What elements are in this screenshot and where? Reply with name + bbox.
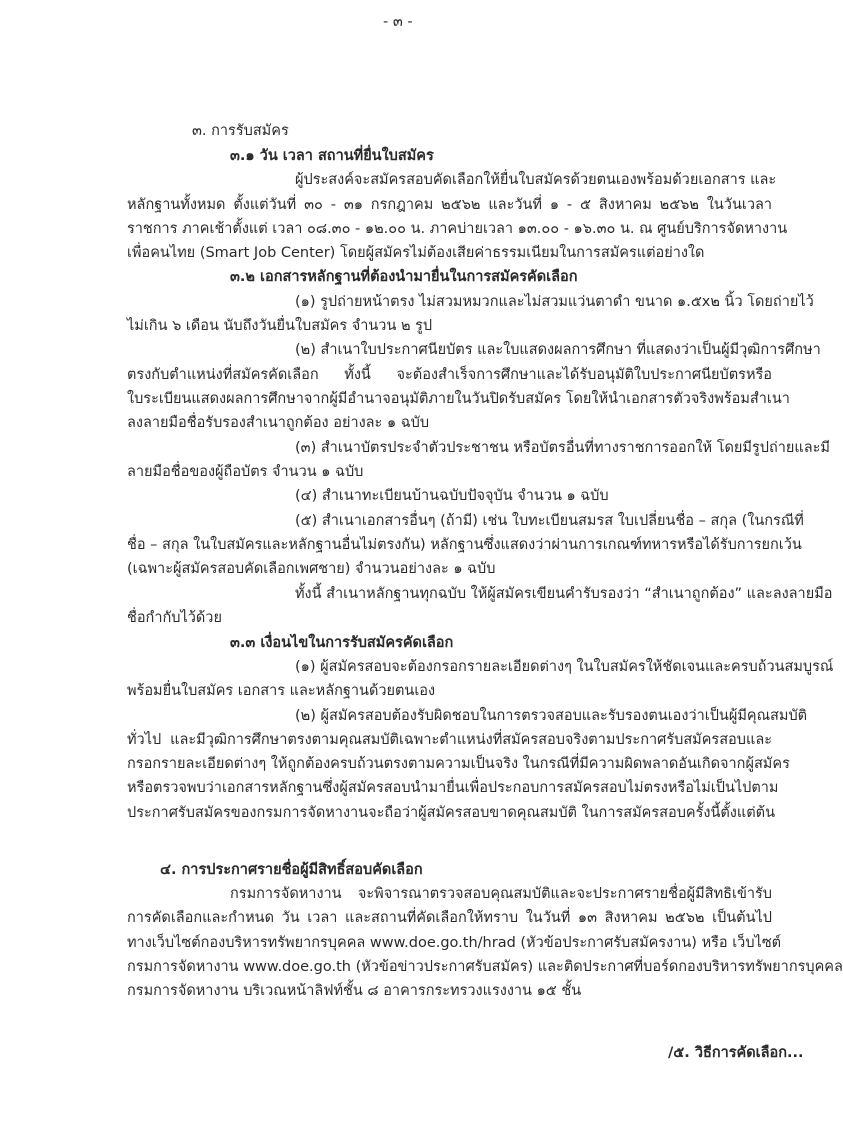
paragraph-line: (๕) สำเนาเอกสารอื่นๆ (ถ้ามี) เช่น ใบทะเบียนสมรส ใบเปลี่ยนชื่อ – สกุล (ในกรณีที่ bbox=[295, 513, 804, 529]
paragraph-line: ประกาศรับสมัครของกรมการจัดหางานจะถือว่าผู้สมัครสอบขาดคุณสมบัติ ในการสมัครสอบครั้งนี้ตั้งแต่ต้น bbox=[127, 805, 775, 821]
paragraph-line: การคัดเลือกและกำหนด วัน เวลา และสถานที่คัดเลือกให้ทราบ ในวันที่ ๑๓ สิงหาคม ๒๕๖๒ เป็นต้นไป bbox=[127, 910, 772, 926]
section-3-heading: ๓. การรับสมัคร bbox=[192, 123, 289, 139]
section-3-3-heading: ๓.๓ เงื่อนไขในการรับสมัครคัดเลือก bbox=[230, 635, 454, 651]
paragraph-line: (๑) ผู้สมัครสอบจะต้องกรอกรายละเอียดต่างๆ ในใบสมัครให้ชัดเจนและครบถ้วนสมบูรณ์ bbox=[295, 659, 834, 675]
paragraph-line: ใบระเบียนแสดงผลการศึกษาจากผู้มีอำนาจอนุมัติภายในวันปิดรับสมัคร โดยให้นำเอกสารตัวจริงพร้อมสำเนา bbox=[127, 391, 790, 407]
paragraph-line: (๔) สำเนาทะเบียนบ้านฉบับปัจจุบัน จำนวน ๑ ฉบับ bbox=[295, 488, 609, 504]
paragraph-line: ลายมือชื่อของผู้ถือบัตร จำนวน ๑ ฉบับ bbox=[127, 464, 364, 480]
paragraph-line: (เฉพาะผู้สมัครสอบคัดเลือกเพศชาย) จำนวนอย่างละ ๑ ฉบับ bbox=[127, 561, 496, 577]
paragraph-line: กรมการจัดหางาน จะพิจารณาตรวจสอบคุณสมบัติและจะประกาศรายชื่อผู้มีสิทธิเข้ารับ bbox=[230, 886, 772, 902]
paragraph-line: ตรงกับตำแหน่งที่สมัครคัดเลือก ทั้งนี้ จะต้องสำเร็จการศึกษาและได้รับอนุมัติใบประกาศนียบัตรหรือ bbox=[127, 367, 772, 383]
section-4-heading: ๔. การประกาศรายชื่อผู้มีสิทธิ์สอบคัดเลือก bbox=[160, 862, 423, 878]
page-number: - ๓ - bbox=[383, 14, 413, 30]
paragraph-line: ทางเว็บไซต์กองบริหารทรัพยากรบุคคล www.doe.go.th/hrad (หัวข้อประกาศรับสมัครงาน) หรือ เว็บไซต์ bbox=[127, 935, 782, 951]
paragraph-line: ชื่อ – สกุล ในใบสมัครและหลักฐานอื่นไม่ตรงกัน) หลักฐานซึ่งแสดงว่าผ่านการเกณฑ์ทหารหรือได้รับการยกเว้น bbox=[127, 537, 802, 553]
paragraph-line: (๒) สำเนาใบประกาศนียบัตร และใบแสดงผลการศึกษา ที่แสดงว่าเป็นผู้มีวุฒิการศึกษา bbox=[295, 342, 821, 358]
paragraph-line: หลักฐานทั้งหมด ตั้งแต่วันที่ ๓๐ - ๓๑ กรกฎาคม ๒๕๖๒ และวันที่ ๑ - ๕ สิงหาคม ๒๕๖๒ ในวันเวลา bbox=[127, 197, 772, 213]
paragraph-line: (๒) ผู้สมัครสอบต้องรับผิดชอบในการตรวจสอบและรับรองตนเองว่าเป็นผู้มีคุณสมบัติ bbox=[295, 708, 808, 724]
paragraph-line: ผู้ประสงค์จะสมัครสอบคัดเลือกให้ยื่นใบสมัครด้วยตนเองพร้อมด้วยเอกสาร และ bbox=[295, 172, 777, 188]
section-3-2-heading: ๓.๒ เอกสารหลักฐานที่ต้องนำมายื่นในการสมัครคัดเลือก bbox=[230, 269, 578, 285]
paragraph-line: กรอกรายละเอียดต่างๆ ให้ถูกต้องครบถ้วนตรงตามความเป็นจริง ในกรณีที่มีความผิดพลาดอันเกิดจากผู้สมัคร bbox=[127, 756, 790, 772]
paragraph-line: (๑) รูปถ่ายหน้าตรง ไม่สวมหมวกและไม่สวมแว่นตาดำ ขนาด ๑.๕x๒ นิ้ว โดยถ่ายไว้ bbox=[295, 294, 814, 310]
paragraph-line: ทั้งนี้ สำเนาหลักฐานทุกฉบับ ให้ผู้สมัครเขียนคำรับรองว่า “สำเนาถูกต้อง” และลงลายมือ bbox=[295, 586, 833, 602]
paragraph-line: กรมการจัดหางาน บริเวณหน้าลิฟท์ชั้น ๘ อาคารกระทรวงแรงงาน ๑๕ ชั้น bbox=[127, 983, 582, 999]
paragraph-line: ไม่เกิน ๖ เดือน นับถึงวันยื่นใบสมัคร จำนวน ๒ รูป bbox=[127, 318, 433, 334]
paragraph-line: ชื่อกำกับไว้ด้วย bbox=[127, 610, 222, 626]
paragraph-line: เพื่อคนไทย (Smart Job Center) โดยผู้สมัครไม่ต้องเสียค่าธรรมเนียมในการสมัครแต่อย่างใด bbox=[127, 245, 705, 261]
paragraph-line: ลงลายมือชื่อรับรองสำเนาถูกต้อง อย่างละ ๑ ฉบับ bbox=[127, 415, 430, 431]
paragraph-line: ทั่วไป และมีวุฒิการศึกษาตรงตามคุณสมบัติเฉพาะตำแหน่งที่สมัครสอบจริงตามประกาศรับสมัครสอบและ bbox=[127, 732, 772, 748]
section-3-1-heading: ๓.๑ วัน เวลา สถานที่ยื่นใบสมัคร bbox=[230, 148, 434, 164]
paragraph-line: พร้อมยื่นใบสมัคร เอกสาร และหลักฐานด้วยตนเอง bbox=[127, 683, 436, 699]
paragraph-line: กรมการจัดหางาน www.doe.go.th (หัวข้อข่าวประกาศรับสมัคร) และติดประกาศที่บอร์ดกองบริหารทรัพยากรบุคคล bbox=[127, 959, 843, 975]
continuation-note: /๕. วิธีการคัดเลือก... bbox=[668, 1045, 804, 1061]
paragraph-line: ราชการ ภาคเช้าตั้งแต่ เวลา ๐๘.๓๐ - ๑๒.๐๐ น. ภาคบ่ายเวลา ๑๓.๐๐ - ๑๖.๓๐ น. ณ ศูนย์บริการจัดหางาน bbox=[127, 221, 788, 237]
paragraph-line: (๓) สำเนาบัตรประจำตัวประชาชน หรือบัตรอื่นที่ทางราชการออกให้ โดยมีรูปถ่ายและมี bbox=[295, 440, 830, 456]
paragraph-line: หรือตรวจพบว่าเอกสารหลักฐานซึ่งผู้สมัครสอบนำมายื่นเพื่อประกอบการสมัครสอบไม่ตรงหรือไม่เป็นไปตาม bbox=[127, 780, 779, 796]
